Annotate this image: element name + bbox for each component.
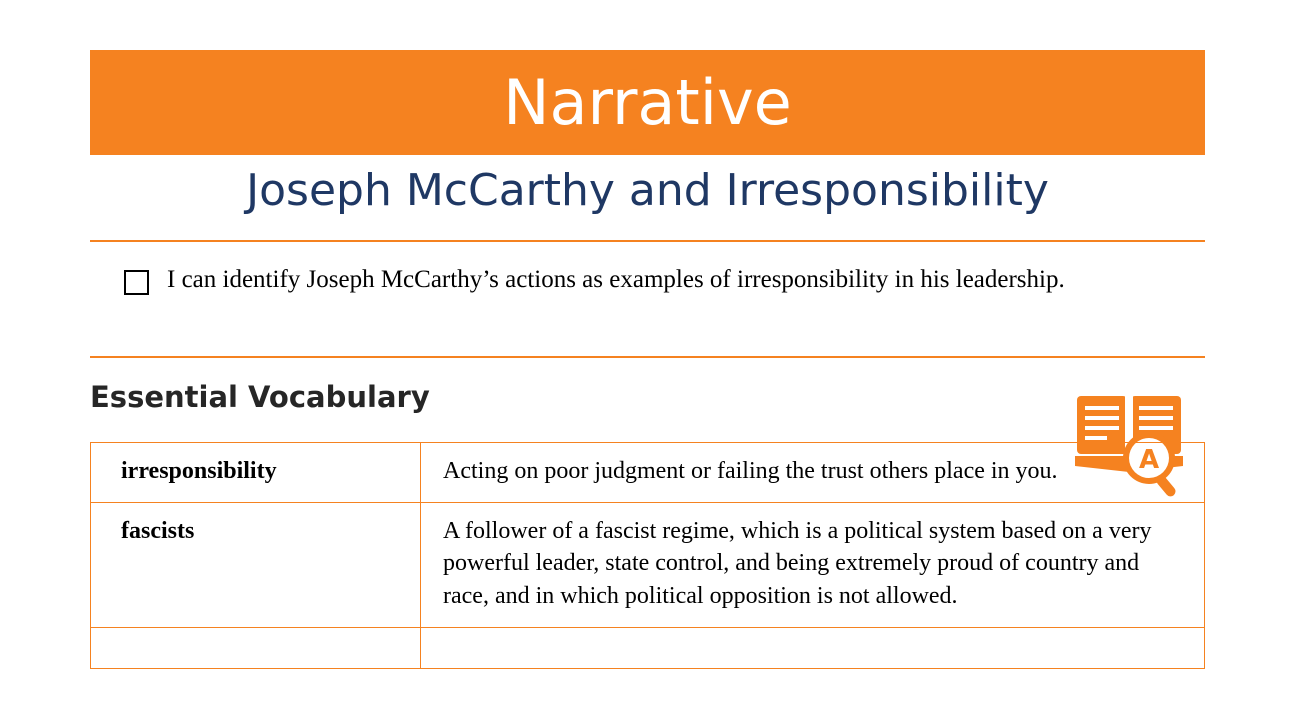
table-row [91,502,1205,627]
objective-text: I can identify Joseph McCarthy’s actions as examples of irresponsibility in his leadership. [167,266,1065,293]
divider-top [90,240,1205,242]
page-title: Narrative [503,65,792,139]
title-banner [90,50,1205,155]
svg-text:A: A [1138,445,1160,475]
vocab-definition: A follower of a fascist regime, which is a political system based on a very powerful leader, state control, and being extremely proud of country and race, and in which political opposition is not allowed. [421,502,1205,627]
objective-checkbox[interactable] [124,270,149,295]
learning-objective [124,262,1164,298]
divider-bottom [90,356,1205,358]
vocab-definition: Acting on poor judgment or failing the trust others place in you. [421,443,1205,503]
page-subtitle: Joseph McCarthy and Irresponsibility [246,165,1049,216]
vocab-term: fascists [91,502,421,627]
vocab-definition [421,627,1205,668]
vocab-term [91,627,421,668]
table-row [91,627,1205,668]
vocabulary-table [90,442,1205,669]
essential-vocabulary-heading: Essential Vocabulary [90,380,430,414]
vocab-term: irresponsibility [91,443,421,503]
table-row [91,443,1205,503]
